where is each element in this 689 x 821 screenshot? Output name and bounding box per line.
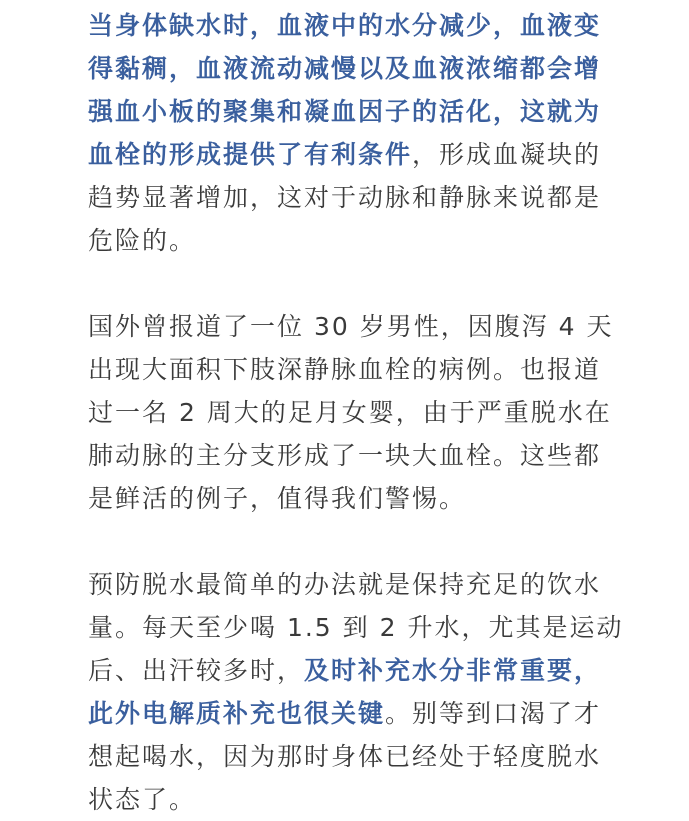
- highlighted-text: 血栓的形成提供了有利条件: [88, 140, 413, 169]
- body-text: 过一名 2 周大的足月女婴，由于严重脱水在: [88, 398, 612, 427]
- text-line: [88, 649, 689, 692]
- body-text: 肺动脉的主分支形成了一块大血栓。这些都: [88, 441, 602, 470]
- text-line: [88, 305, 689, 348]
- text-line: [88, 692, 689, 735]
- text-line: [88, 4, 689, 47]
- body-text: 。别等到口渴了才: [385, 699, 602, 728]
- paragraph-prevention: [88, 563, 689, 821]
- text-line: [88, 735, 689, 778]
- body-text: 量。每天至少喝 1.5 到 2 升水，尤其是运动: [88, 613, 624, 642]
- body-text: 趋势显著增加，这对于动脉和静脉来说都是: [88, 183, 602, 212]
- text-line: [88, 606, 689, 649]
- body-text: 出现大面积下肢深静脉血栓的病例。也报道: [88, 355, 602, 384]
- highlighted-text: 得黏稠，血液流动减慢以及血液浓缩都会增: [88, 54, 602, 83]
- body-text: 状态了。: [88, 785, 197, 814]
- body-text: 国外曾报道了一位 30 岁男性，因腹泻 4 天: [88, 312, 614, 341]
- text-line: [88, 348, 689, 391]
- text-line: [88, 133, 689, 176]
- text-line: [88, 434, 689, 477]
- text-line: [88, 477, 689, 520]
- body-text: 危险的。: [88, 226, 197, 255]
- text-line: [88, 90, 689, 133]
- text-line: [88, 391, 689, 434]
- paragraph-dehydration-blood: [88, 4, 689, 262]
- paragraph-case-reports: [88, 305, 689, 520]
- body-text: ，形成血凝块的: [412, 140, 602, 169]
- body-text: 后、出汗较多时，: [88, 656, 305, 685]
- text-line: [88, 563, 689, 606]
- body-text: 预防脱水最简单的办法就是保持充足的饮水: [88, 570, 602, 599]
- body-text: 是鲜活的例子，值得我们警惕。: [88, 484, 467, 513]
- text-line: [88, 219, 689, 262]
- text-line: [88, 47, 689, 90]
- text-line: [88, 176, 689, 219]
- highlighted-text: 及时补充水分非常重要，: [304, 656, 602, 685]
- highlighted-text: 强血小板的聚集和凝血因子的活化，这就为: [88, 97, 602, 126]
- highlighted-text: 当身体缺水时，血液中的水分减少，血液变: [88, 11, 602, 40]
- body-text: 想起喝水，因为那时身体已经处于轻度脱水: [88, 742, 602, 771]
- text-line: [88, 778, 689, 821]
- highlighted-text: 此外电解质补充也很关键: [88, 699, 386, 728]
